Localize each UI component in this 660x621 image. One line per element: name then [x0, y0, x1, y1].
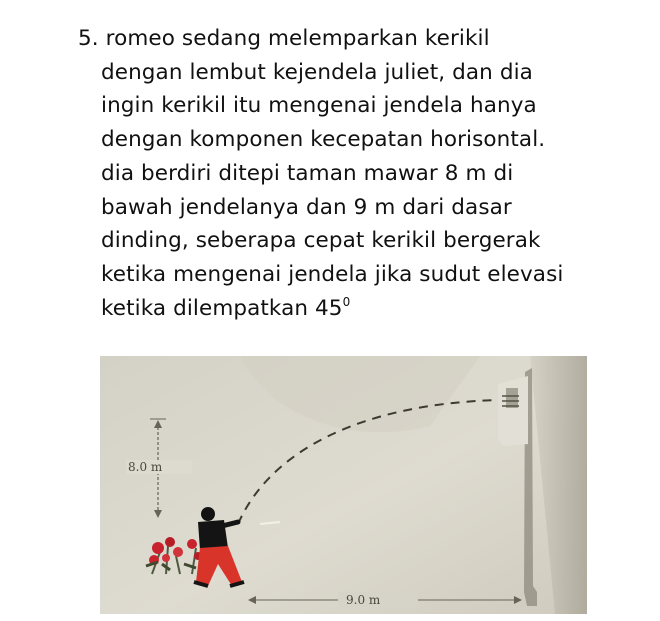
question-text [78, 22, 638, 325]
angle-text: ketika dilempatkan 45 [101, 295, 343, 321]
question-line-1 [78, 22, 638, 56]
distance-label: 9.0 m [346, 593, 381, 607]
question-line-4: dengan komponen kecepatan horisontal. [101, 127, 546, 153]
romeo-head [201, 507, 215, 521]
figure-illustration [100, 356, 587, 614]
question-line-9 [78, 292, 638, 326]
question-line-7: dinding, seberapa cepat kerikil bergerak [101, 228, 541, 254]
question-line-2: dengan lembut kejendela juliet, dan dia [101, 59, 533, 85]
projectile-figure [100, 356, 587, 614]
question-line-text: romeo sedang melemparkan kerikil [105, 26, 490, 51]
height-label: 8.0 m [128, 460, 163, 474]
question-line-6: bawah jendelanya dan 9 m dari dasar [101, 194, 512, 220]
window-frame [498, 376, 528, 446]
degree-superscript: 0 [342, 294, 351, 309]
window-pane [506, 388, 518, 408]
question-number: 5. [78, 26, 99, 51]
question-line-8: ketika mengenai jendela jika sudut elevasi [101, 261, 564, 287]
question-line-5: dia berdiri ditepi taman mawar 8 m di [101, 160, 514, 186]
question-line-3: ingin kerikil itu mengenai jendela hanya [101, 93, 537, 119]
